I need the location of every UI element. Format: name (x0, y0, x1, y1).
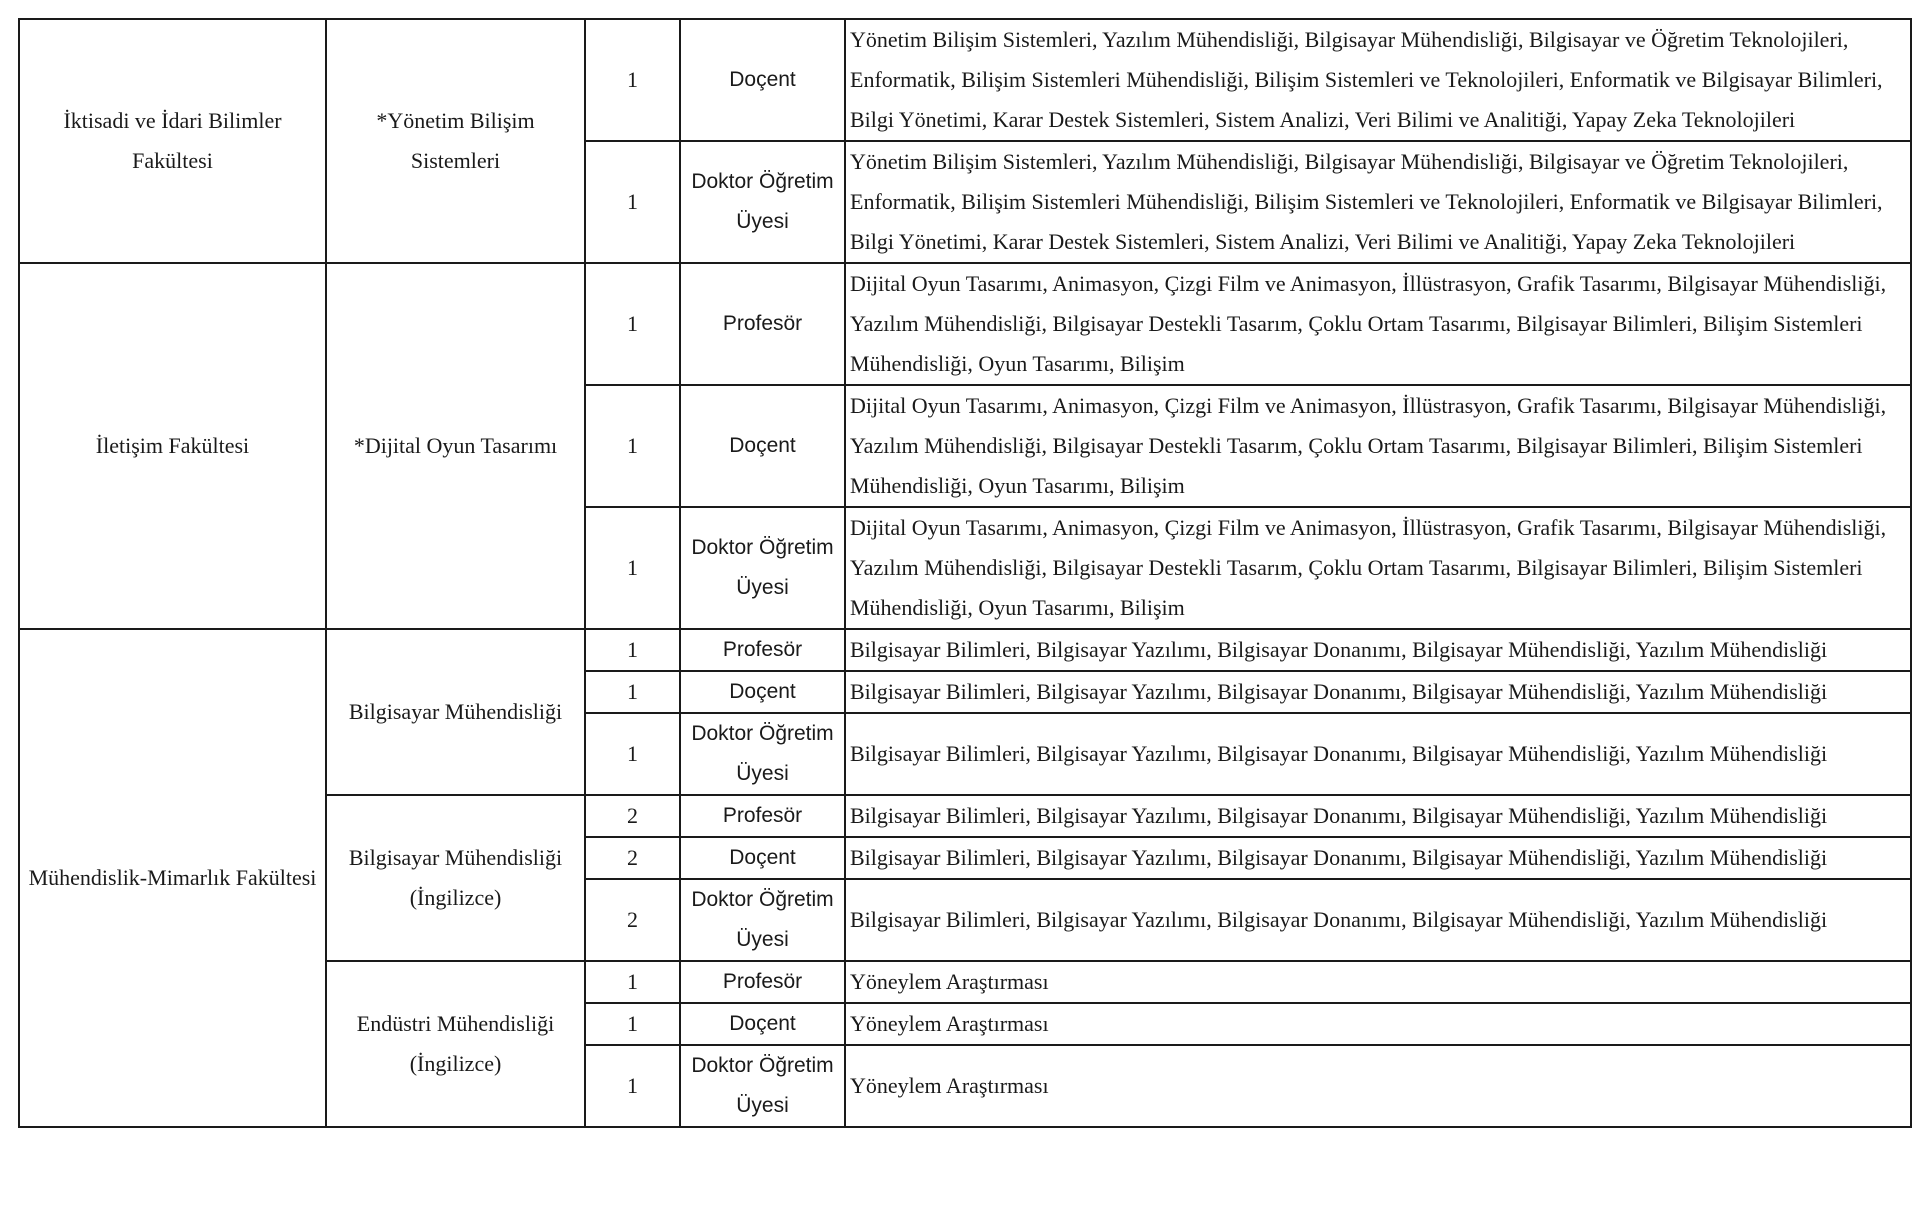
areas-cell: Bilgisayar Bilimleri, Bilgisayar Yazılımı, Bilgisayar Donanımı, Bilgisayar Mühendisliği, Yazılım Mühendisliği (845, 837, 1911, 879)
count-cell: 1 (585, 263, 680, 385)
areas-cell: Dijital Oyun Tasarımı, Animasyon, Çizgi Film ve Animasyon, İllüstrasyon, Grafik Tasarımı, Bilgisayar Mühendisliği, Yazılım Mühendisliği, Bilgisayar Destekli Tasarım, Çoklu Ortam Tasarımı, Bilgisayar Bilimleri, Bilişim Sistemleri Mühendisliği, Oyun Tasarımı, Bilişim (845, 385, 1911, 507)
count-cell: 2 (585, 879, 680, 961)
faculty-cell: İktisadi ve İdari Bilimler Fakültesi (19, 19, 326, 263)
title-cell: Profesör (680, 629, 845, 671)
department-cell: Bilgisayar Mühendisliği (326, 629, 585, 795)
title-cell: Doktor Öğretim Üyesi (680, 141, 845, 263)
title-cell: Doçent (680, 1003, 845, 1045)
count-cell: 1 (585, 19, 680, 141)
areas-cell: Bilgisayar Bilimleri, Bilgisayar Yazılımı, Bilgisayar Donanımı, Bilgisayar Mühendisliği, Yazılım Mühendisliği (845, 713, 1911, 795)
title-cell: Profesör (680, 263, 845, 385)
areas-cell: Yöneylem Araştırması (845, 961, 1911, 1003)
faculty-cell: İletişim Fakültesi (19, 263, 326, 629)
title-cell: Doçent (680, 671, 845, 713)
areas-cell: Bilgisayar Bilimleri, Bilgisayar Yazılımı, Bilgisayar Donanımı, Bilgisayar Mühendisliği, Yazılım Mühendisliği (845, 671, 1911, 713)
title-cell: Doktor Öğretim Üyesi (680, 713, 845, 795)
count-cell: 1 (585, 1003, 680, 1045)
areas-cell: Yöneylem Araştırması (845, 1003, 1911, 1045)
title-cell: Doktor Öğretim Üyesi (680, 879, 845, 961)
table-row (19, 19, 1911, 141)
areas-cell: Yönetim Bilişim Sistemleri, Yazılım Mühendisliği, Bilgisayar Mühendisliği, Bilgisayar ve Öğretim Teknolojileri, Enformatik, Bilişim Sistemleri Mühendisliği, Bilişim Sistemleri ve Teknolojileri, Enformatik ve Bilgisayar Bilimleri, Bilgi Yönetimi, Karar Destek Sistemleri, Sistem Analizi, Veri Bilimi ve Analitiği, Yapay Zeka Teknolojileri (845, 141, 1911, 263)
department-cell: *Yönetim Bilişim Sistemleri (326, 19, 585, 263)
title-cell: Doktor Öğretim Üyesi (680, 507, 845, 629)
areas-cell: Yöneylem Araştırması (845, 1045, 1911, 1127)
count-cell: 1 (585, 671, 680, 713)
title-cell: Doçent (680, 385, 845, 507)
count-cell: 1 (585, 385, 680, 507)
title-cell: Doktor Öğretim Üyesi (680, 1045, 845, 1127)
count-cell: 1 (585, 629, 680, 671)
areas-cell: Bilgisayar Bilimleri, Bilgisayar Yazılımı, Bilgisayar Donanımı, Bilgisayar Mühendisliği, Yazılım Mühendisliği (845, 795, 1911, 837)
faculty-cell: Mühendislik-Mimarlık Fakültesi (19, 629, 326, 1127)
count-cell: 1 (585, 961, 680, 1003)
areas-cell: Bilgisayar Bilimleri, Bilgisayar Yazılımı, Bilgisayar Donanımı, Bilgisayar Mühendisliği, Yazılım Mühendisliği (845, 879, 1911, 961)
department-cell: Endüstri Mühendisliği (İngilizce) (326, 961, 585, 1127)
department-cell: *Dijital Oyun Tasarımı (326, 263, 585, 629)
title-cell: Profesör (680, 961, 845, 1003)
count-cell: 2 (585, 795, 680, 837)
count-cell: 1 (585, 507, 680, 629)
areas-cell: Bilgisayar Bilimleri, Bilgisayar Yazılımı, Bilgisayar Donanımı, Bilgisayar Mühendisliği, Yazılım Mühendisliği (845, 629, 1911, 671)
count-cell: 2 (585, 837, 680, 879)
count-cell: 1 (585, 141, 680, 263)
table-row (19, 629, 1911, 671)
count-cell: 1 (585, 713, 680, 795)
faculty-position-table (18, 18, 1912, 1128)
count-cell: 1 (585, 1045, 680, 1127)
department-cell: Bilgisayar Mühendisliği (İngilizce) (326, 795, 585, 961)
title-cell: Doçent (680, 19, 845, 141)
areas-cell: Dijital Oyun Tasarımı, Animasyon, Çizgi Film ve Animasyon, İllüstrasyon, Grafik Tasarımı, Bilgisayar Mühendisliği, Yazılım Mühendisliği, Bilgisayar Destekli Tasarım, Çoklu Ortam Tasarımı, Bilgisayar Bilimleri, Bilişim Sistemleri Mühendisliği, Oyun Tasarımı, Bilişim (845, 507, 1911, 629)
title-cell: Profesör (680, 795, 845, 837)
table-row (19, 263, 1911, 385)
areas-cell: Yönetim Bilişim Sistemleri, Yazılım Mühendisliği, Bilgisayar Mühendisliği, Bilgisayar ve Öğretim Teknolojileri, Enformatik, Bilişim Sistemleri Mühendisliği, Bilişim Sistemleri ve Teknolojileri, Enformatik ve Bilgisayar Bilimleri, Bilgi Yönetimi, Karar Destek Sistemleri, Sistem Analizi, Veri Bilimi ve Analitiği, Yapay Zeka Teknolojileri (845, 19, 1911, 141)
title-cell: Doçent (680, 837, 845, 879)
areas-cell: Dijital Oyun Tasarımı, Animasyon, Çizgi Film ve Animasyon, İllüstrasyon, Grafik Tasarımı, Bilgisayar Mühendisliği, Yazılım Mühendisliği, Bilgisayar Destekli Tasarım, Çoklu Ortam Tasarımı, Bilgisayar Bilimleri, Bilişim Sistemleri Mühendisliği, Oyun Tasarımı, Bilişim (845, 263, 1911, 385)
